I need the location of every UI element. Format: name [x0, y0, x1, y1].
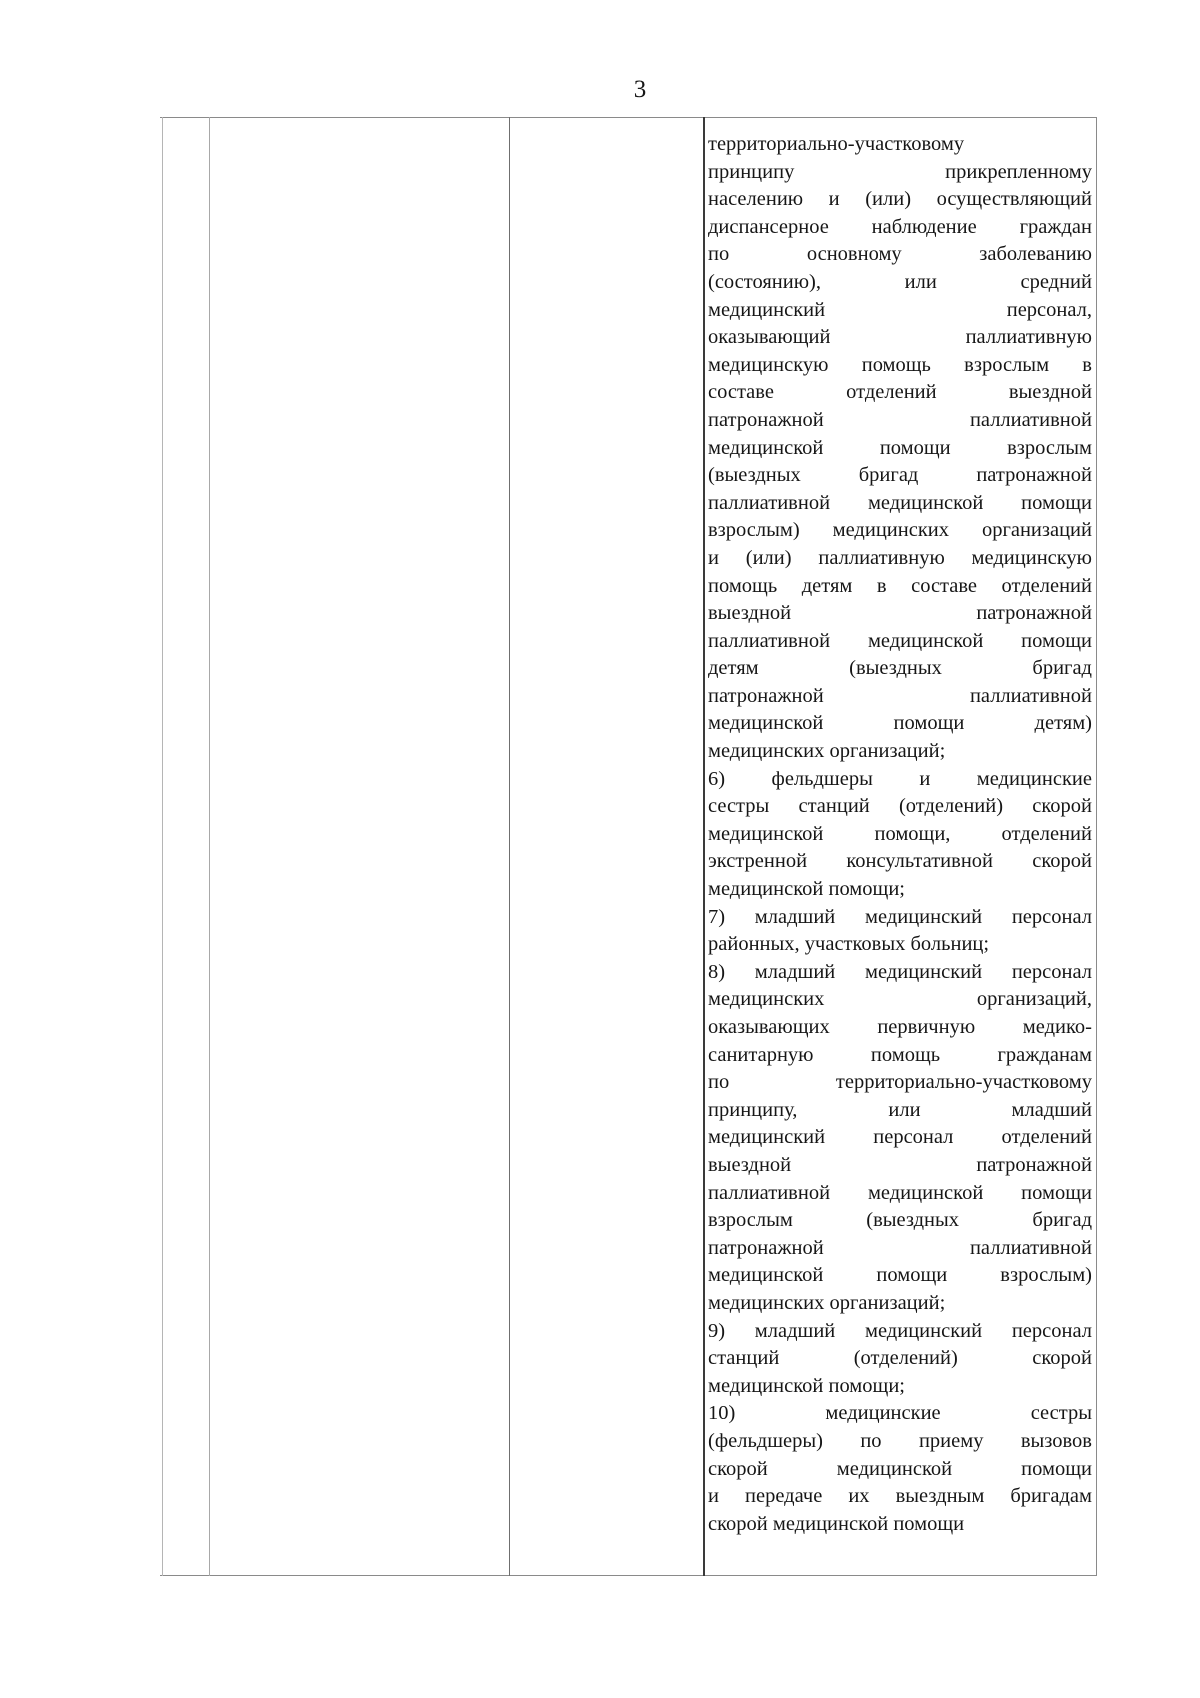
page-number: 3: [633, 76, 647, 103]
cell-text-line: медицинской помощи, отделений: [708, 822, 1092, 845]
cell-text-line: территориально-участковому: [708, 133, 965, 155]
cell-text-line: патронажной паллиативной: [708, 1236, 1092, 1259]
cell-text-line: медицинской помощи;: [708, 1374, 905, 1397]
cell-text-line: станций (отделений) скорой: [708, 1347, 1092, 1370]
cell-text-line: детям (выездных бригад: [708, 657, 1092, 680]
cell-text-line: помощь детям в составе отделений: [708, 574, 1092, 597]
cell-text-line: взрослым (выездных бригад: [708, 1209, 1092, 1232]
cell-text-line: 7) младший медицинский персонал: [708, 905, 1092, 928]
table-bottom-border: [160, 1575, 1097, 1576]
cell-text-line: по территориально-участковому: [708, 1071, 1092, 1094]
cell-text-line: патронажной паллиативной: [708, 684, 1092, 707]
cell-text-line: и (или) паллиативную медицинскую: [708, 546, 1092, 569]
cell-text-line: медицинской помощи;: [708, 878, 905, 901]
cell-text-line: (выездных бригад патронажной: [708, 464, 1092, 487]
cell-text-line: населению и (или) осуществляющий: [708, 188, 1092, 211]
cell-text-line: санитарную помощь гражданам: [708, 1043, 1092, 1066]
cell-text-line: составе отделений выездной: [708, 381, 1092, 404]
cell-text-line: оказывающий паллиативную: [708, 326, 1092, 349]
cell-text-line: медицинский персонал,: [708, 298, 1092, 321]
cell-text-line: (состоянию), или средний: [708, 270, 1092, 293]
table-cell-text: [708, 131, 1092, 1538]
cell-text-line: патронажной паллиативной: [708, 408, 1092, 431]
column-divider-2: [509, 117, 510, 1576]
cell-text-line: паллиативной медицинской помощи: [708, 629, 1092, 652]
cell-text-line: скорой медицинской помощи: [708, 1457, 1092, 1480]
cell-text-line: медицинскую помощь взрослым в: [708, 353, 1092, 376]
column-divider-1: [209, 117, 210, 1576]
cell-text-line: выездной патронажной: [708, 1153, 1092, 1176]
cell-text-line: экстренной консультативной скорой: [708, 850, 1092, 873]
cell-text-line: медицинской помощи взрослым: [708, 436, 1092, 459]
cell-text-line: 8) младший медицинский персонал: [708, 960, 1092, 983]
cell-text-line: 9) младший медицинский персонал: [708, 1319, 1092, 1342]
table-top-border: [160, 117, 1097, 118]
cell-text-line: районных, участковых больниц;: [708, 933, 990, 956]
cell-text-line: по основному заболеванию: [708, 243, 1092, 266]
table-left-border: [162, 117, 163, 1576]
cell-text-line: 6) фельдшеры и медицинские: [708, 767, 1092, 790]
cell-text-line: паллиативной медицинской помощи: [708, 491, 1092, 514]
cell-text-line: оказывающих первичную медико-: [708, 1016, 1092, 1038]
table-right-border: [1096, 117, 1097, 1576]
column-divider-3: [703, 117, 705, 1576]
cell-text-line: медицинский персонал отделений: [708, 1126, 1092, 1149]
cell-text-line: медицинских организаций;: [708, 740, 946, 763]
cell-text-line: принципу прикрепленному: [708, 160, 1092, 183]
cell-text-line: медицинских организаций;: [708, 1291, 946, 1314]
cell-text-line: паллиативной медицинской помощи: [708, 1181, 1092, 1204]
cell-text-line: (фельдшеры) по приему вызовов: [708, 1429, 1092, 1452]
cell-text-line: и передаче их выездным бригадам: [708, 1485, 1092, 1508]
cell-text-line: выездной патронажной: [708, 602, 1092, 625]
cell-text-line: медицинских организаций,: [708, 988, 1092, 1011]
cell-text-line: скорой медицинской помощи: [708, 1512, 965, 1535]
cell-text-line: диспансерное наблюдение граждан: [708, 215, 1092, 238]
cell-text-line: медицинской помощи взрослым): [708, 1264, 1092, 1287]
cell-text-line: сестры станций (отделений) скорой: [708, 795, 1092, 818]
cell-text-line: принципу, или младший: [708, 1098, 1092, 1121]
cell-text-line: взрослым) медицинских организаций: [708, 519, 1092, 542]
cell-text-line: медицинской помощи детям): [708, 712, 1092, 735]
cell-text-line: 10) медицинские сестры: [708, 1402, 1092, 1425]
